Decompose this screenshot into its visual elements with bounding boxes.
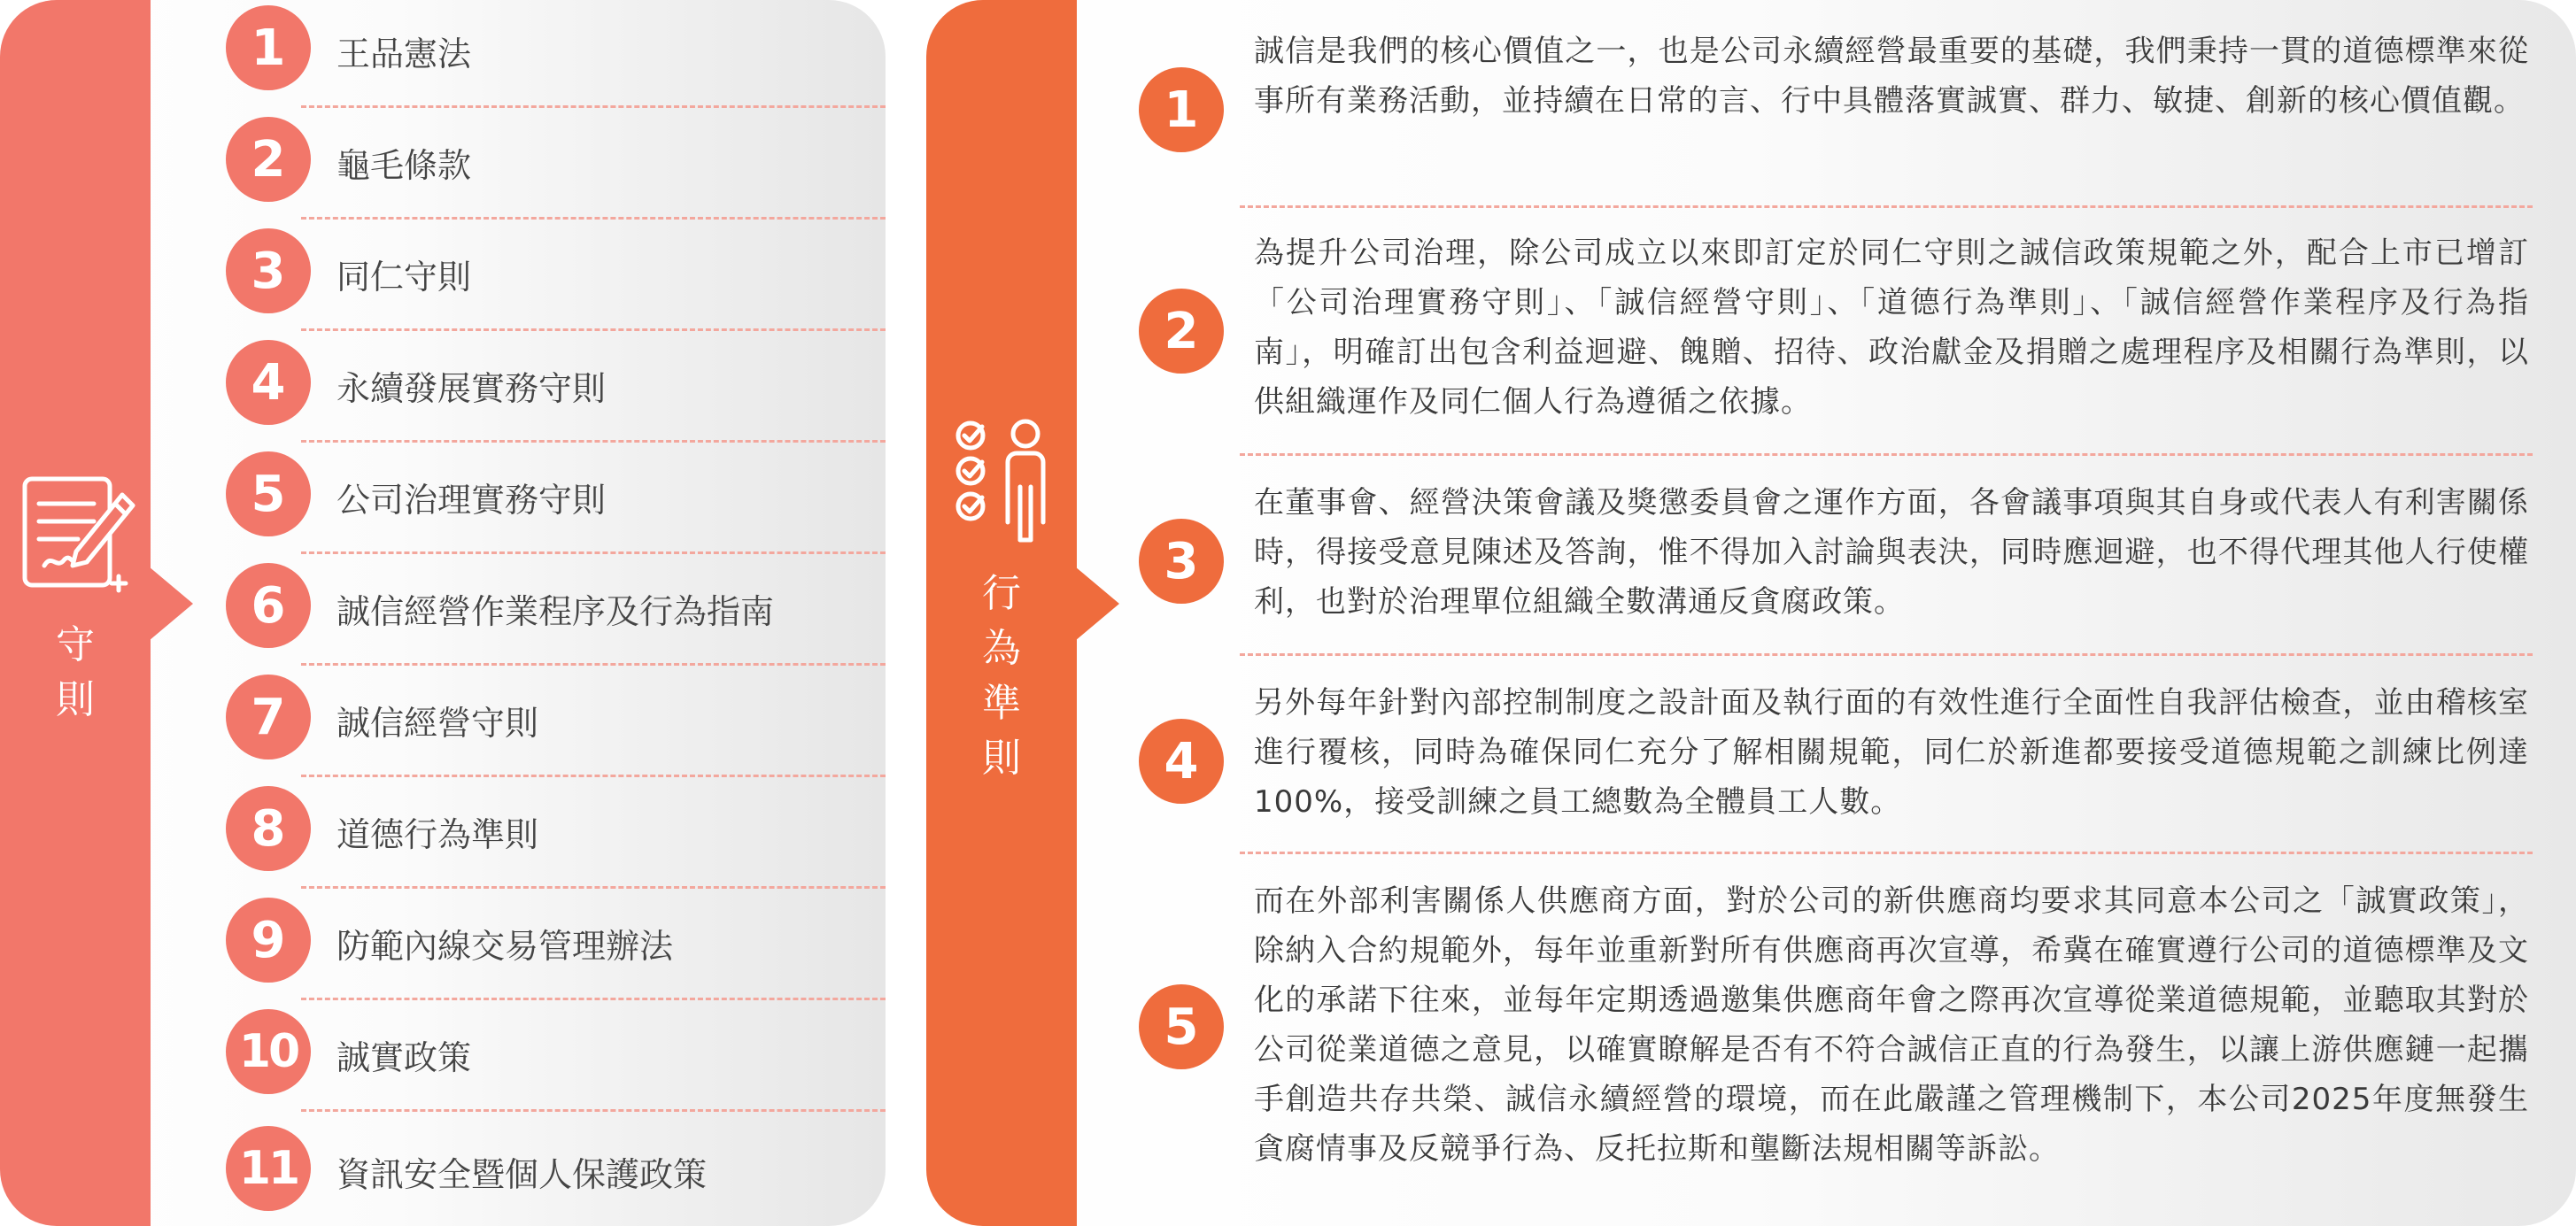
list-item [226, 786, 886, 898]
divider [301, 1109, 886, 1112]
divider [301, 440, 886, 443]
list-item [226, 675, 886, 786]
item-number-badge: 5 [1139, 984, 1224, 1069]
rule-label: 誠信經營守則 [337, 704, 539, 743]
divider [1240, 205, 2533, 208]
item-number-badge: 9 [226, 898, 311, 983]
divider [1240, 852, 2533, 854]
rules-heading: 守 則 [56, 622, 95, 722]
conduct-band-arrow [1075, 567, 1119, 641]
rule-label: 龜毛條款 [337, 146, 472, 185]
rules-list [0, 0, 886, 1226]
rule-label: 誠實政策 [337, 1038, 472, 1077]
rule-label: 道德行為準則 [337, 815, 539, 854]
divider [1240, 453, 2533, 456]
item-number-badge: 6 [226, 563, 311, 648]
item-number-badge: 1 [226, 5, 311, 90]
list-item [226, 340, 886, 451]
rule-label: 王品憲法 [337, 35, 472, 73]
rule-label: 同仁守則 [337, 258, 472, 297]
list-item [226, 228, 886, 340]
rule-label: 防範內線交易管理辦法 [337, 927, 674, 966]
list-item [226, 1009, 886, 1121]
divider [301, 663, 886, 666]
item-number-badge: 3 [226, 228, 311, 313]
rule-label: 公司治理實務守則 [337, 481, 607, 520]
list-item [226, 1126, 886, 1226]
list-item [226, 451, 886, 563]
divider [301, 775, 886, 777]
item-number-badge: 4 [226, 340, 311, 425]
divider [301, 551, 886, 554]
conduct-heading: 行 為 準 則 [982, 571, 1021, 781]
rule-label: 永續發展實務守則 [337, 369, 607, 408]
item-number-badge: 4 [1139, 719, 1224, 804]
list-item [226, 898, 886, 1009]
conduct-paragraph: 誠信是我們的核心價值之一，也是公司永續經營最重要的基礎，我們秉持一貫的道德標準來從事所有業務活動，並持續在日常的言、行中具體落實誠實、群力、敏捷、創新的核心價值觀。 [1254, 34, 2529, 119]
rule-label: 誠信經營作業程序及行為指南 [337, 592, 775, 631]
list-item [226, 563, 886, 675]
list-item [226, 5, 886, 117]
rules-panel [0, 0, 886, 1226]
divider [301, 998, 886, 1000]
item-number-badge: 11 [226, 1126, 311, 1211]
divider [301, 105, 886, 108]
item-number-badge: 5 [226, 451, 311, 536]
item-number-badge: 8 [226, 786, 311, 871]
conduct-paragraph: 而在外部利害關係人供應商方面，對於公司的新供應商均要求其同意本公司之「誠實政策」，除納入合約規範外，每年並重新對所有供應商再次宣導，希冀在確實遵行公司的道德標準及文化的承諾下往來，並每年定期透過邀集供應商年會之際再次宣導從業道德規範，並聽取其對於公司從業道德之意見，以確實瞭解是否有不符合誠信正直的行為發生，以讓上游供應鏈一起攜手創造共存共榮、誠信永續經營的環境，而在此嚴謹之管理機制下，本公司2025年度無發生貪腐情事及反競爭行為、反托拉斯和壟斷法規相關等訴訟。 [1254, 883, 2529, 1167]
divider [301, 886, 886, 889]
item-number-badge: 1 [1139, 67, 1224, 152]
item-number-badge: 3 [1139, 519, 1224, 604]
conduct-paragraph: 在董事會、經營決策會議及獎懲委員會之運作方面，各會議事項與其自身或代表人有利害關係時，得接受意見陳述及答詢，惟不得加入討論與表決，同時應迴避，也不得代理其他人行使權利，也對於治理單位組織全數溝通反貪腐政策。 [1254, 485, 2529, 620]
list-item [226, 117, 886, 228]
divider [301, 217, 886, 220]
item-number-badge: 2 [226, 117, 311, 202]
item-number-badge: 2 [1139, 289, 1224, 374]
conduct-paragraph: 另外每年針對內部控制制度之設計面及執行面的有效性進行全面性自我評估檢查，並由稽核室進行覆核，同時為確保同仁充分了解相關規範，同仁於新進都要接受道德規範之訓練比例達100%，接受訓練之員工總數為全體員工人數。 [1254, 685, 2529, 820]
item-number-badge: 7 [226, 675, 311, 760]
divider [1240, 653, 2533, 656]
divider [301, 328, 886, 331]
item-number-badge: 10 [226, 1009, 311, 1094]
conduct-paragraph: 為提升公司治理，除公司成立以來即訂定於同仁守則之誠信政策規範之外，配合上市已增訂「公司治理實務守則」、「誠信經營守則」、「道德行為準則」、「誠信經營作業程序及行為指南」，明確訂出包含利益迴避、餽贈、招待、政治獻金及捐贈之處理程序及相關行為準則，以供組織運作及同仁個人行為遵循之依據。 [1254, 235, 2529, 420]
rule-label: 資訊安全暨個人保護政策 [337, 1155, 708, 1194]
checklist-person-icon [953, 416, 1059, 549]
